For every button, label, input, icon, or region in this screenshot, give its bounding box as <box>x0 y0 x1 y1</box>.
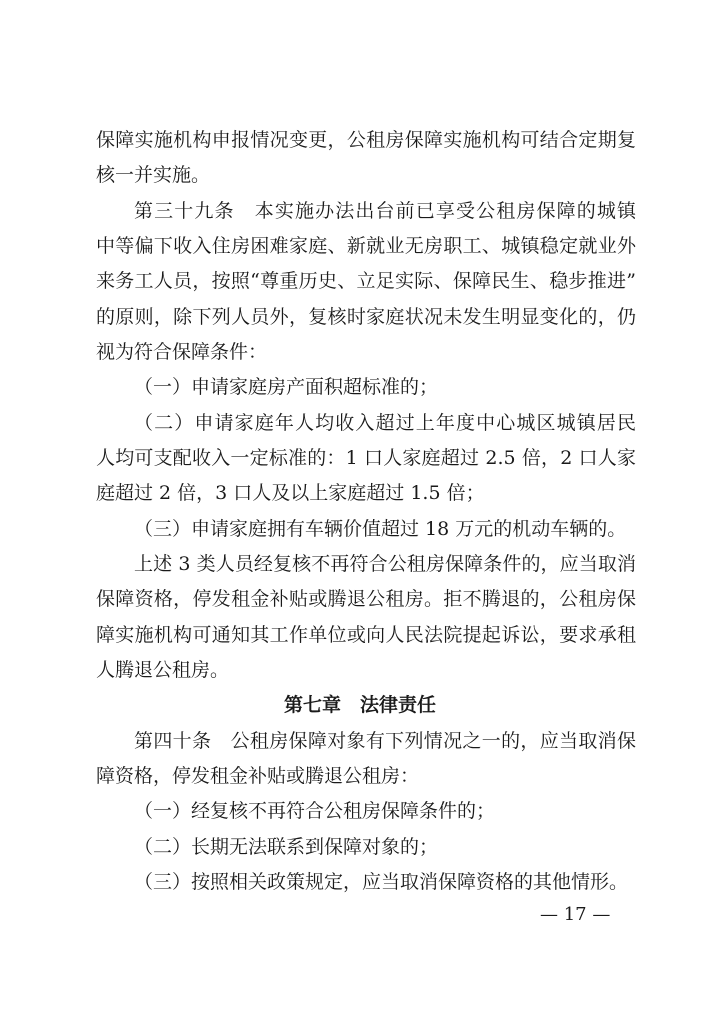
chapter-heading: 第七章 法律责任 <box>283 694 436 716</box>
page-number: — 17 — <box>540 904 611 925</box>
article-39-heading-line: 第三十九条 本实施办法出台前已享受公租房保障的城镇 <box>134 200 636 222</box>
paragraph-line: 人腾退公租房。 <box>96 659 230 681</box>
paragraph-line: 保障实施机构申报情况变更，公租房保障实施机构可结合定期复 <box>96 129 636 151</box>
paragraph-line: 庭超过 2 倍，3 口人及以上家庭超过 1.5 倍； <box>96 482 485 504</box>
list-item: （三）申请家庭拥有车辆价值超过 18 万元的机动车辆的。 <box>134 518 627 540</box>
list-item: （二）长期无法联系到保障对象的； <box>134 836 439 858</box>
list-item: （一）申请家庭房产面积超标准的； <box>134 376 439 398</box>
paragraph-line: 的原则，除下列人员外，复核时家庭状况未发生明显变化的，仍 <box>96 306 636 328</box>
paragraph-line: 障实施机构可通知其工作单位或向人民法院提起诉讼，要求承租 <box>96 624 636 646</box>
paragraph-line: 视为符合保障条件： <box>96 341 268 363</box>
paragraph-line: 来务工人员，按照“尊重历史、立足实际、保障民生、稳步推进” <box>96 270 636 292</box>
article-40-heading-line: 第四十条 公租房保障对象有下列情况之一的，应当取消保 <box>134 730 636 752</box>
paragraph-line: 核一并实施。 <box>96 164 211 186</box>
paragraph-line: 上述 3 类人员经复核不再符合公租房保障条件的，应当取消 <box>134 553 636 575</box>
paragraph-line: 人均可支配收入一定标准的：1 口人家庭超过 2.5 倍，2 口人家 <box>96 447 636 469</box>
list-item: （一）经复核不再符合公租房保障条件的； <box>134 800 496 822</box>
paragraph-line: 保障资格，停发租金补贴或腾退公租房。拒不腾退的，公租房保 <box>96 588 636 610</box>
paragraph-line: 障资格，停发租金补贴或腾退公租房： <box>96 765 420 787</box>
list-item: （三）按照相关政策规定，应当取消保障资格的其他情形。 <box>134 871 629 893</box>
list-item: （二）申请家庭年人均收入超过上年度中心城区城镇居民 <box>134 412 636 434</box>
paragraph-line: 中等偏下收入住房困难家庭、新就业无房职工、城镇稳定就业外 <box>96 235 636 257</box>
